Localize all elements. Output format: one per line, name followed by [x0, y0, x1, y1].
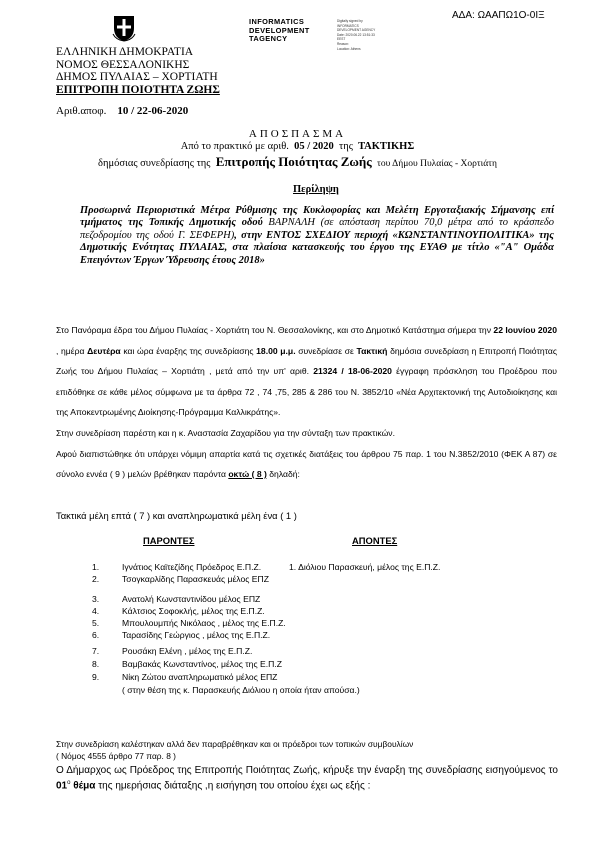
meeting-type: Τακτική — [356, 345, 388, 356]
ida-tiny-line: EEST — [337, 37, 346, 42]
opening-statement — [56, 764, 558, 793]
list-item — [92, 594, 260, 604]
text-run: της ημερήσιας διάταξης ,η εισήγηση του οποίου έχει ως εξής : — [95, 780, 371, 792]
text-run: και ώρα έναρξης της συνεδρίασης — [120, 345, 257, 356]
ida-t-letter: T — [249, 34, 254, 44]
header-line-republic: ΕΛΛΗΝΙΚΗ ΔΗΜΟΚΡΑΤΙΑ — [56, 46, 194, 58]
ida-line-2: DEVELOPMENT — [249, 25, 310, 35]
text-run: δημόσια συνεδρίαση η Επιτροπή Ποιότητας Ζωής του Δήμου Πυλαίας – Χορτιάτη , μετά από την υπ' αριθ. — [56, 345, 557, 377]
record-number: 05 / 2020 — [294, 141, 334, 152]
ida-tiny-line: Date: 2020.06.22 13:51:33 — [337, 32, 375, 37]
record-type: ΤΑΚΤΙΚΗΣ — [358, 141, 415, 152]
ida-tiny-line: DEVELOPMENT AGENCY — [337, 28, 376, 33]
issuer-header — [56, 46, 220, 96]
item-number: 5. — [92, 618, 100, 628]
members-breakdown: Τακτικά μέλη επτά ( 7 ) και αναπληρωματικά μέλη ένα ( 1 ) — [56, 510, 297, 521]
header-line-committee: ΕΠΙΤΡΟΠΗ ΠΟΙΟΤΗΤΑ ΖΩΗΣ — [56, 83, 220, 96]
greek-emblem-icon — [112, 14, 136, 42]
item-number: 7. — [92, 646, 100, 656]
meeting-prefix: δημόσιας συνεδρίασης της — [98, 158, 211, 169]
summary-distance: (σε απόσταση περίπου 70,0 μέτρα από το κράσπεδο πεζοδρομίου της οδού Γ. ΣΕΦΕΡΗ) — [80, 217, 554, 241]
present-heading: ΠΑΡΟΝΤΕΣ — [143, 535, 195, 546]
list-item — [92, 646, 252, 656]
item-number: 3. — [92, 594, 100, 604]
summary-heading: Περίληψη — [293, 184, 339, 195]
member-name: Κάλτσιος Σοφοκλής, μέλος της Ε.Π.Ζ. — [122, 606, 265, 616]
record-of: της — [339, 141, 353, 152]
text-run: Ο Δήμαρχος ως Πρόεδρος της Επιτροπής Ποιότητας Ζωής, κήρυξε την έναρξη της συνεδρίασης εισηγούμενος το — [56, 765, 558, 776]
record-prefix: Από το πρακτικό με αριθ. — [180, 141, 289, 152]
text-run: συνεδρίασε σε — [295, 345, 357, 356]
member-name: Νίκη Ζώτου αναπληρωματικό μέλος ΕΠΖ — [122, 672, 278, 682]
list-item — [92, 574, 269, 584]
member-name: Μπουλουμπής Νικόλαος , μέλος της Ε.Π.Ζ. — [122, 618, 286, 628]
ida-line-3: AGENCY — [253, 34, 288, 44]
decision-reference — [56, 105, 188, 117]
member-name: Ρουσάκη Ελένη , μέλος της Ε.Π.Ζ. — [122, 646, 253, 656]
substitute-note: ( στην θέση της κ. Παρασκευής Διόλιου η οποία ήταν απούσα.) — [122, 685, 360, 695]
member-name: Ανατολή Κωνσταντινίδου μέλος ΕΠΖ — [122, 594, 261, 604]
header-line-prefecture: ΝΟΜΟΣ ΘΕΣΣΑΛΟΝΙΚΗΣ — [56, 58, 190, 71]
item-number: 9. — [92, 672, 100, 682]
councils-note — [56, 738, 413, 762]
list-item — [92, 562, 261, 572]
meeting-day: Δευτέρα — [87, 345, 121, 356]
record-line — [0, 141, 595, 152]
present-count: οκτώ ( 8 ) — [228, 469, 267, 480]
member-name: Βαμβακάς Κωνσταντίνος, μέλος της Ε.Π.Ζ — [122, 659, 282, 669]
text-run: Στο Πανόραμα έδρα του Δήμου Πυλαίας - Χορτιάτη του Ν. Θεσσαλονίκης, και στο Δημοτικό Κατάστημα σήμερα την — [56, 325, 494, 335]
meeting-committee: Επιτροπής Ποιότητας Ζωής — [215, 154, 372, 169]
meeting-suffix: του Δήμου Πυλαίας - Χορτιάτη — [377, 159, 497, 169]
item-number: 8. — [92, 659, 100, 669]
summary-part-1: Προσωρινά Περιοριστικά Μέτρα Ρύθμισης της Κυκλοφορίας και Μελέτη Εργοταξιακής Σήμανσης επί τμήματος της Τοπικής Δημοτικής οδού — [80, 205, 554, 229]
item-number: 2. — [92, 574, 100, 584]
ordinal-suffix: ο — [67, 780, 71, 787]
text-run: Αφού διαπιστώθηκε ότι υπάρχει νόμιμη απαρτία κατά τις σχετικές διατάξεις του άρθρου 75 παρ. 1 του Ν.3852/2010 (ΦΕΚ Α 87) σε σύνολο εννέα ( 9 ) μελών βρέθηκαν παρόντα — [56, 448, 557, 480]
text-run: έγγραφη πρόσκληση του Προέδρου που επιδόθηκε σε κάθε μέλος σύμφωνα με τα άρθρα 72 , 74 ,75, 285 & 286 του Ν. 3852/10 «Νέα Αρχιτεκτονική της Αυτοδιοίκησης και της Αποκεντρωμένης Διοίκησης-Πρόγραμμα Καλλικράτης». — [56, 366, 558, 418]
ref-label: Αριθ.αποφ. — [56, 105, 107, 117]
ref-value: 10 / 22-06-2020 — [117, 105, 189, 117]
list-item — [92, 659, 282, 669]
list-item — [92, 630, 270, 640]
meeting-line — [0, 154, 595, 170]
member-name: Τσογκαρλίδης Παρασκευάς μέλος ΕΠΖ — [122, 574, 269, 584]
councils-line-1: Στην συνεδρίαση καλέστηκαν αλλά δεν παραβρέθηκαν και οι πρόεδροι των τοπικών συμβουλίων — [56, 739, 414, 749]
agenda-item-number: 01 — [56, 780, 68, 792]
item-number: 6. — [92, 630, 100, 640]
councils-line-2: ( Νόμος 4555 άρθρο 77 παρ. 8 ) — [56, 751, 176, 761]
ida-tiny-line: Reason: — [337, 41, 349, 46]
ida-tiny-line: Digitally signed by — [337, 19, 363, 23]
summary-text — [80, 205, 554, 267]
member-name: Ιγνάτιος Καϊτεζίδης Πρόεδρος Ε.Π.Ζ. — [122, 562, 262, 572]
invitation-ref: 21324 / 18-06-2020 — [313, 366, 392, 377]
session-details — [56, 320, 557, 485]
list-item — [92, 672, 277, 682]
item-number: 4. — [92, 606, 100, 616]
text-run: , ημέρα — [56, 345, 88, 356]
text-run: δηλαδή: — [266, 469, 300, 480]
list-item — [92, 618, 286, 628]
ida-tiny-line: INFORMATICS — [337, 23, 359, 28]
ida-signature-details — [337, 19, 375, 51]
ida-logo-text — [249, 18, 310, 44]
meeting-time: 18.00 μ.μ. — [256, 345, 296, 356]
absent-heading: ΑΠΟΝΤΕΣ — [352, 535, 398, 546]
header-line-municipality: ΔΗΜΟΣ ΠΥΛΑΙΑΣ – ΧΟΡΤΙΑΤΗ — [56, 71, 218, 84]
meeting-date: 22 Ιουνίου 2020 — [493, 325, 557, 335]
list-item: 1. Διόλιου Παρασκευή, μέλος της Ε.Π.Ζ. — [289, 562, 441, 572]
member-name: Ταρασίδης Γεώργιος , μέλος της Ε.Π.Ζ. — [122, 630, 271, 640]
ida-line-1: INFORMATICS — [249, 17, 305, 26]
ida-signature-logo — [229, 17, 399, 51]
item-number: 1. — [92, 562, 100, 572]
summary-street: ΒΑΡΝΑΛΗ — [268, 217, 316, 229]
list-item — [92, 606, 265, 616]
agenda-item-label: θέμα — [73, 780, 96, 792]
ida-tiny-line: Location: Athens — [337, 46, 361, 51]
summary-part-2: , στην ΕΝΤΟΣ ΣΧΕΔΙΟΥ περιοχή «ΚΩΝΣΤΑΝΤΙΝΟΥΠΟΛΙΤΙΚΑ» της Δημοτικής Ενότητας ΠΥΛΑΙΑΣ, στα πλαίσια κατασκευής του έργου της ΕΥΑΘ με τίτλο «"Α" Ομάδα Επειγόντων Έργων Ύδρευσης έτους 2018» — [80, 229, 554, 266]
absent-list — [289, 562, 440, 572]
ada-code: ΑΔΑ: ΩΑΑΠΩ1Ο-0ΙΞ — [452, 10, 545, 21]
document-title: ΑΠΟΣΠΑΣΜΑ — [248, 128, 347, 140]
quorum-text — [56, 444, 557, 485]
minutes-keeper: Στην συνεδρίαση παρέστη και η κ. Αναστασία Ζαχαρίδου για την σύνταξη των πρακτικών. — [56, 427, 395, 438]
